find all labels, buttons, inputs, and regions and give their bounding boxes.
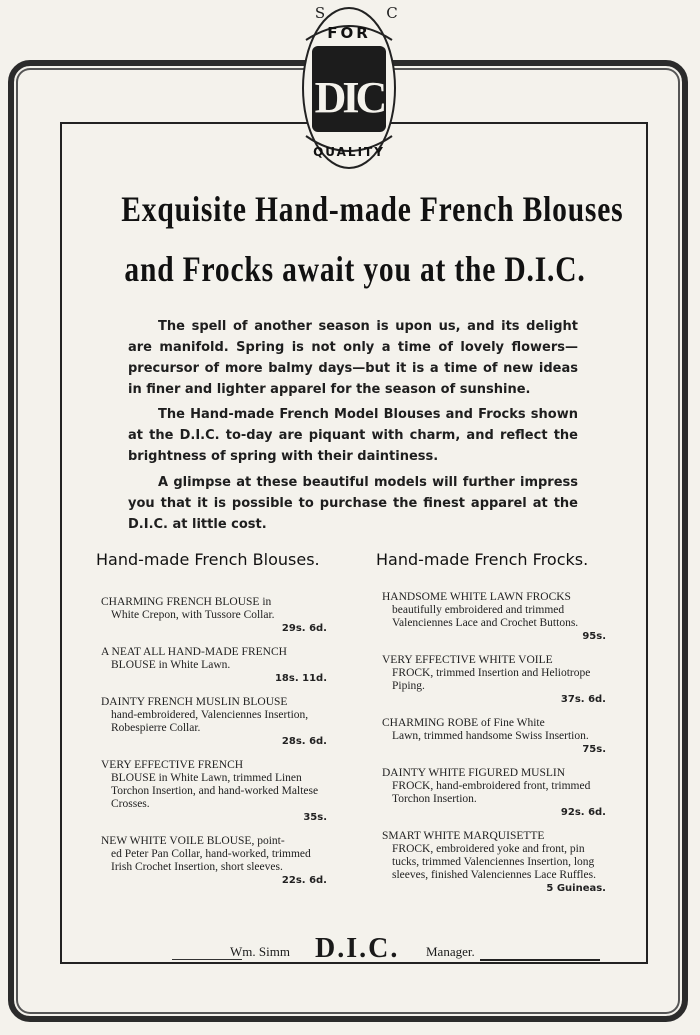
frocks-list: [382, 591, 612, 906]
blouses-heading: Hand-made French Blouses.: [96, 550, 320, 569]
logo-bottom-text: QUALITY: [313, 145, 385, 159]
list-item: HANDSOME WHITE LAWN FROCKS beautifully embroidered and trimmed Valenciennes Lace and Crochet Buttons. 95s.: [382, 591, 606, 642]
logo-monogram: DIC: [314, 73, 384, 122]
dic-quality-logo: [292, 0, 406, 175]
list-item: CHARMING ROBE of Fine White Lawn, trimmed handsome Swiss Insertion. 75s.: [382, 717, 606, 755]
logo-corner-letter-right: C: [386, 4, 398, 22]
blouses-list: [101, 596, 333, 898]
list-item: NEW WHITE VOILE BLOUSE, point- ed Peter Pan Collar, hand-worked, trimmed Irish Crochet Insertion, short sleeves. 22s. 6d.: [101, 835, 327, 886]
list-item: DAINTY FRENCH MUSLIN BLOUSE hand-embroidered, Valenciennes Insertion, Robespierre Collar. 28s. 6d.: [101, 696, 327, 747]
headline-line-2: and Frocks await you at the D.I.C.: [124, 249, 586, 289]
signature-rule-right: [480, 959, 600, 961]
intro-paragraph-3: A glimpse at these beautiful models will further impress you that it is possible to purchase the finest apparel at the D.I.C. at little cost.: [128, 475, 578, 532]
signature-name: Wm. Simm: [230, 944, 290, 959]
signature-brand: D.I.C.: [315, 933, 400, 964]
list-item: CHARMING FRENCH BLOUSE in White Crepon, with Tussore Collar. 29s. 6d.: [101, 596, 327, 634]
signature-title: Manager.: [426, 944, 475, 959]
signature-block: [160, 933, 600, 967]
logo-corner-letter-left: S: [314, 4, 326, 22]
frocks-heading: Hand-made French Frocks.: [376, 550, 589, 569]
intro-paragraph-2: The Hand-made French Model Blouses and Frocks shown at the D.I.C. to-day are piquant with charm, and reflect the brightness of spring with their daintiness.: [128, 407, 578, 464]
intro-paragraph-1: The spell of another season is upon us, and its delight are manifold. Spring is not only a time of lovely flowers—precursor of more balmy days—but it is a time of new ideas in finer and lighter apparel for the season of sunshine.: [128, 319, 578, 397]
list-item: DAINTY WHITE FIGURED MUSLIN FROCK, hand-embroidered front, trimmed Torchon Insertion. 92s. 6d.: [382, 767, 606, 818]
logo-top-text: FOR: [327, 24, 371, 42]
list-item: A NEAT ALL HAND-MADE FRENCH BLOUSE in White Lawn. 18s. 11d.: [101, 646, 327, 684]
headline-line-1: Exquisite Hand-made French Blouses: [121, 189, 624, 229]
list-item: SMART WHITE MARQUISETTE FROCK, embroidered yoke and front, pin tucks, trimmed Valenciennes Insertion, long sleeves, finished Valenciennes Lace Ruffles. 5 Guineas.: [382, 830, 606, 894]
list-item: VERY EFFECTIVE WHITE VOILE FROCK, trimmed Insertion and Heliotrope Piping. 37s. 6d.: [382, 654, 606, 705]
list-item: VERY EFFECTIVE FRENCH BLOUSE in White Lawn, trimmed Linen Torchon Insertion, and hand-worked Maltese Crosses. 35s.: [101, 759, 327, 823]
